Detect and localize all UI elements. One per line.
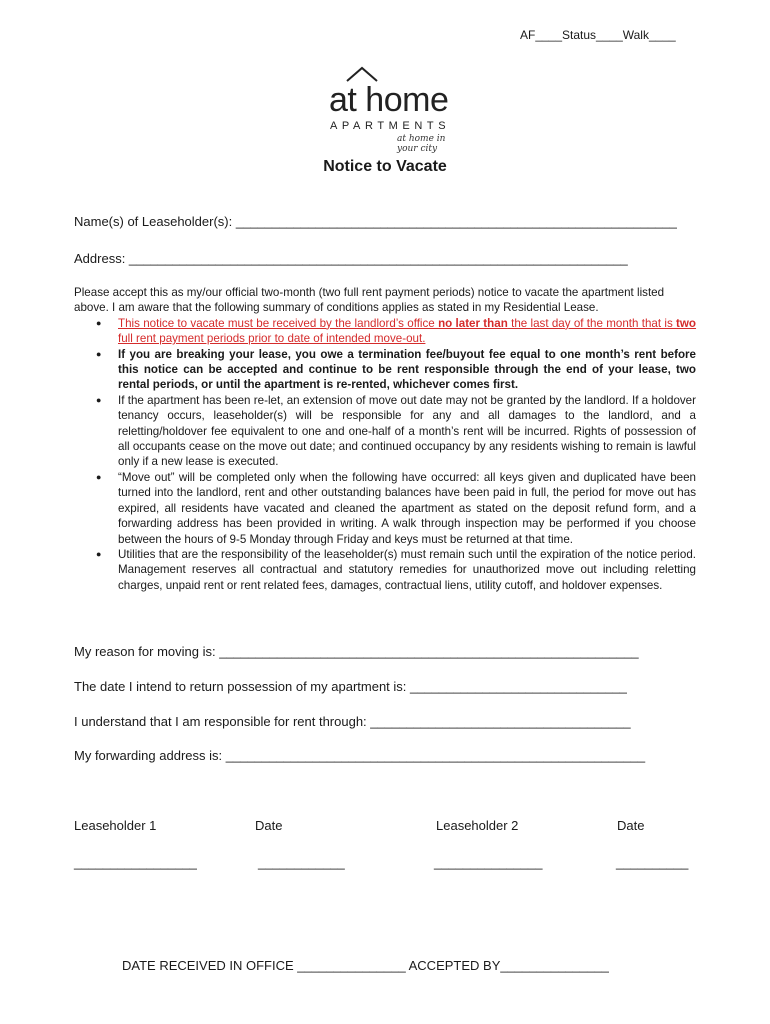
return-possession-date-field[interactable]: The date I intend to return possession of my apartment is: ______________________________ [74,679,627,694]
forwarding-address-field[interactable]: My forwarding address is: __________________________________________________________ [74,748,646,763]
list-item: ● Utilities that are the responsibility of the leaseholder(s) must remain such until the expiration of the notice period. Management reserves all contractual and statutory remedies for unauthorized move out including reletting charges, unpaid rent or rent related fees, damages, contractual liens, utility cutoff, and holdover expenses. [118,547,696,593]
logo-brand: at home [329,81,449,119]
date-2-label: Date [617,818,645,833]
date-2-line[interactable]: __________ [616,855,689,870]
company-logo [325,68,465,154]
tracking-line: AF____Status____Walk____ [520,28,676,42]
leaseholder-1-signature-line[interactable]: _________________ [74,855,197,870]
list-item [118,316,696,347]
logo-subtitle: APARTMENTS [330,120,451,132]
leaseholder-1-label: Leaseholder 1 [74,818,157,833]
deadline-notice: This notice to vacate must be received by the landlord’s office no later than the last day of the month that is two full rent payment periods prior to date of intended move-out. [118,316,697,346]
list-item: ● If you are breaking your lease, you owe a termination fee/buyout fee equal to one month’s rent before this notice can be accepted and continue to be rent responsible through the end of your lease, two rental periods, or until the apartment is re-rented, whichever comes first. [118,347,696,393]
list-item: ● “Move out” will be completed only when the following have occurred: all keys given and duplicated have been turned into the landlord, rent and other outstanding balances have been paid in full, the period for move out has expired, all residents have vacated and cleaned the apartment as stated on the deposit refund form, and a forwarding address has been provided in writing. A walk through inspection may be performed if you choose between the hours of 9-5 Monday through Friday and keys must be returned at that time. [118,470,696,547]
intro-paragraph: Please accept this as my/our official two-month (two full rent payment periods) notice to vacate the apartment listed above. I am aware that the following summary of conditions applies as stated in my Residential Lease. [74,286,665,315]
date-1-line[interactable]: ____________ [258,855,345,870]
leaseholder-name-field[interactable]: Name(s) of Leaseholder(s): _____________________________________________________________ [74,214,677,229]
leaseholder-2-signature-line[interactable]: _______________ [434,855,543,870]
conditions-section [74,285,696,593]
date-1-label: Date [255,818,283,833]
rent-through-field[interactable]: I understand that I am responsible for rent through: ____________________________________ [74,714,631,729]
logo-tagline: at home in your city [397,134,446,154]
office-use-line: DATE RECEIVED IN OFFICE _______________ ACCEPTED BY_______________ [122,958,609,973]
reason-for-moving-field[interactable]: My reason for moving is: __________________________________________________________ [74,644,639,659]
conditions-list [74,316,696,593]
list-item: ● If the apartment has been re-let, an extension of move out date may not be granted by the landlord. If a holdover tenancy occurs, leaseholder(s) will be responsible for any and all damages to the landlord, and a reletting/holdover fee equivalent to one and one-half of a month’s rent will be incurred. Rights of possession of all occupants cease on the move out date; and continued occupancy by any residents wishing to remain is lawful only if a new lease is executed. [118,393,696,470]
leaseholder-2-label: Leaseholder 2 [436,818,519,833]
address-field[interactable]: Address: _____________________________________________________________________ [74,251,628,266]
document-title: Notice to Vacate [323,158,447,175]
